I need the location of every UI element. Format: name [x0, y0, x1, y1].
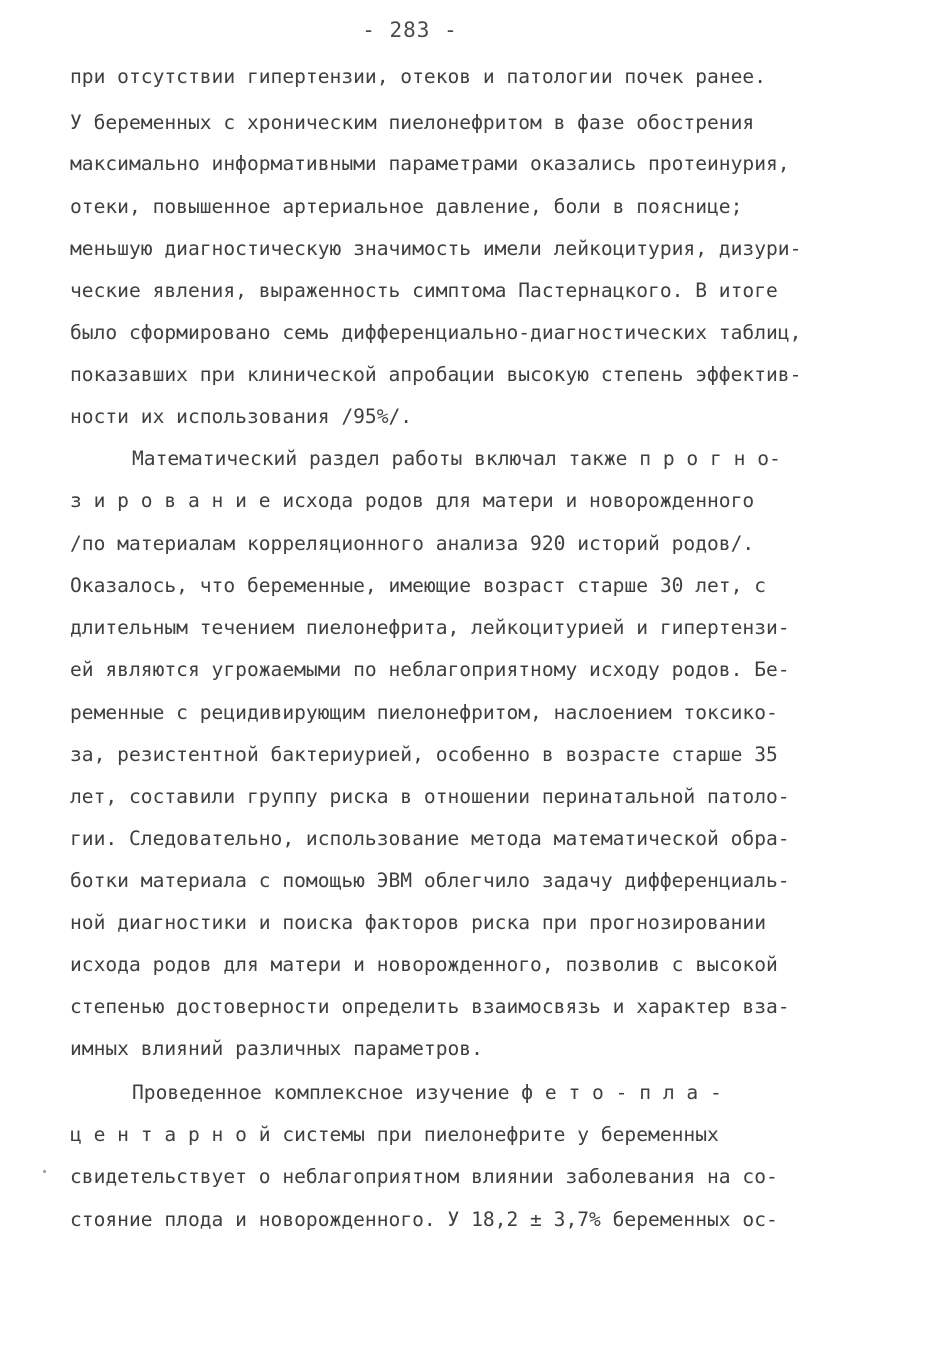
text-line: меньшую диагностическую значимость имели лейкоцитурия, дизури-: [70, 237, 802, 260]
text-line: ческие явления, выраженность симптома Пастернацкого. В итоге: [70, 279, 778, 302]
text-line: /по материалам корреляционного анализа 920 историй родов/.: [70, 532, 755, 555]
text-line: при отсутствии гипертензии, отеков и патологии почек ранее.: [70, 65, 766, 88]
text-line: ной диагностики и поиска факторов риска при прогнозировании: [70, 911, 766, 934]
text-line: У беременных с хроническим пиелонефритом в фазе обострения: [70, 111, 755, 134]
text-line: максимально информативными параметрами оказались протеинурия,: [70, 152, 790, 175]
paragraph-first-line: Математический раздел работы включал также п р о г н о-: [132, 447, 781, 470]
text-line: ременные с рецидивирующим пиелонефритом, наслоением токсико-: [70, 701, 778, 724]
text-line: гии. Следовательно, использование метода математической обра-: [70, 827, 790, 850]
text-line: ботки материала с помощью ЭВМ облегчило задачу дифференциаль-: [70, 869, 790, 892]
text-line: ности их использования /95%/.: [70, 405, 413, 428]
scan-speck: [43, 1170, 46, 1173]
text-line: лет, составили группу риска в отношении перинатальной патоло-: [70, 785, 790, 808]
text-line: имных влияний различных параметров.: [70, 1037, 483, 1060]
text-line: Оказалось, что беременные, имеющие возраст старше 30 лет, с: [70, 574, 766, 597]
text-line: было сформировано семь дифференциально-диагностических таблиц,: [70, 321, 802, 344]
text-line: отеки, повышенное артериальное давление, боли в пояснице;: [70, 195, 743, 218]
text-line: степенью достоверности определить взаимосвязь и характер вза-: [70, 995, 790, 1018]
page-number: - 283 -: [362, 18, 458, 42]
text-line: ц е н т а р н о й системы при пиелонефрите у беременных: [70, 1123, 719, 1146]
text-line: свидетельствует о неблагоприятном влиянии заболевания на со-: [70, 1165, 778, 1188]
paragraph-first-line: Проведенное комплексное изучение ф е т о - п л а -: [132, 1081, 722, 1104]
text-line: исхода родов для матери и новорожденного, позволив с высокой: [70, 953, 778, 976]
text-line: стояние плода и новорожденного. У 18,2 ± 3,7% беременных ос-: [70, 1208, 778, 1231]
text-line: за, резистентной бактериурией, особенно в возрасте старше 35: [70, 743, 778, 766]
text-line: показавших при клинической апробации высокую степень эффектив-: [70, 363, 802, 386]
text-line: ей являются угрожаемыми по неблагоприятному исходу родов. Бе-: [70, 658, 790, 681]
text-line: длительным течением пиелонефрита, лейкоцитурией и гипертензи-: [70, 616, 790, 639]
text-line: з и р о в а н и е исхода родов для матери и новорожденного: [70, 489, 755, 512]
